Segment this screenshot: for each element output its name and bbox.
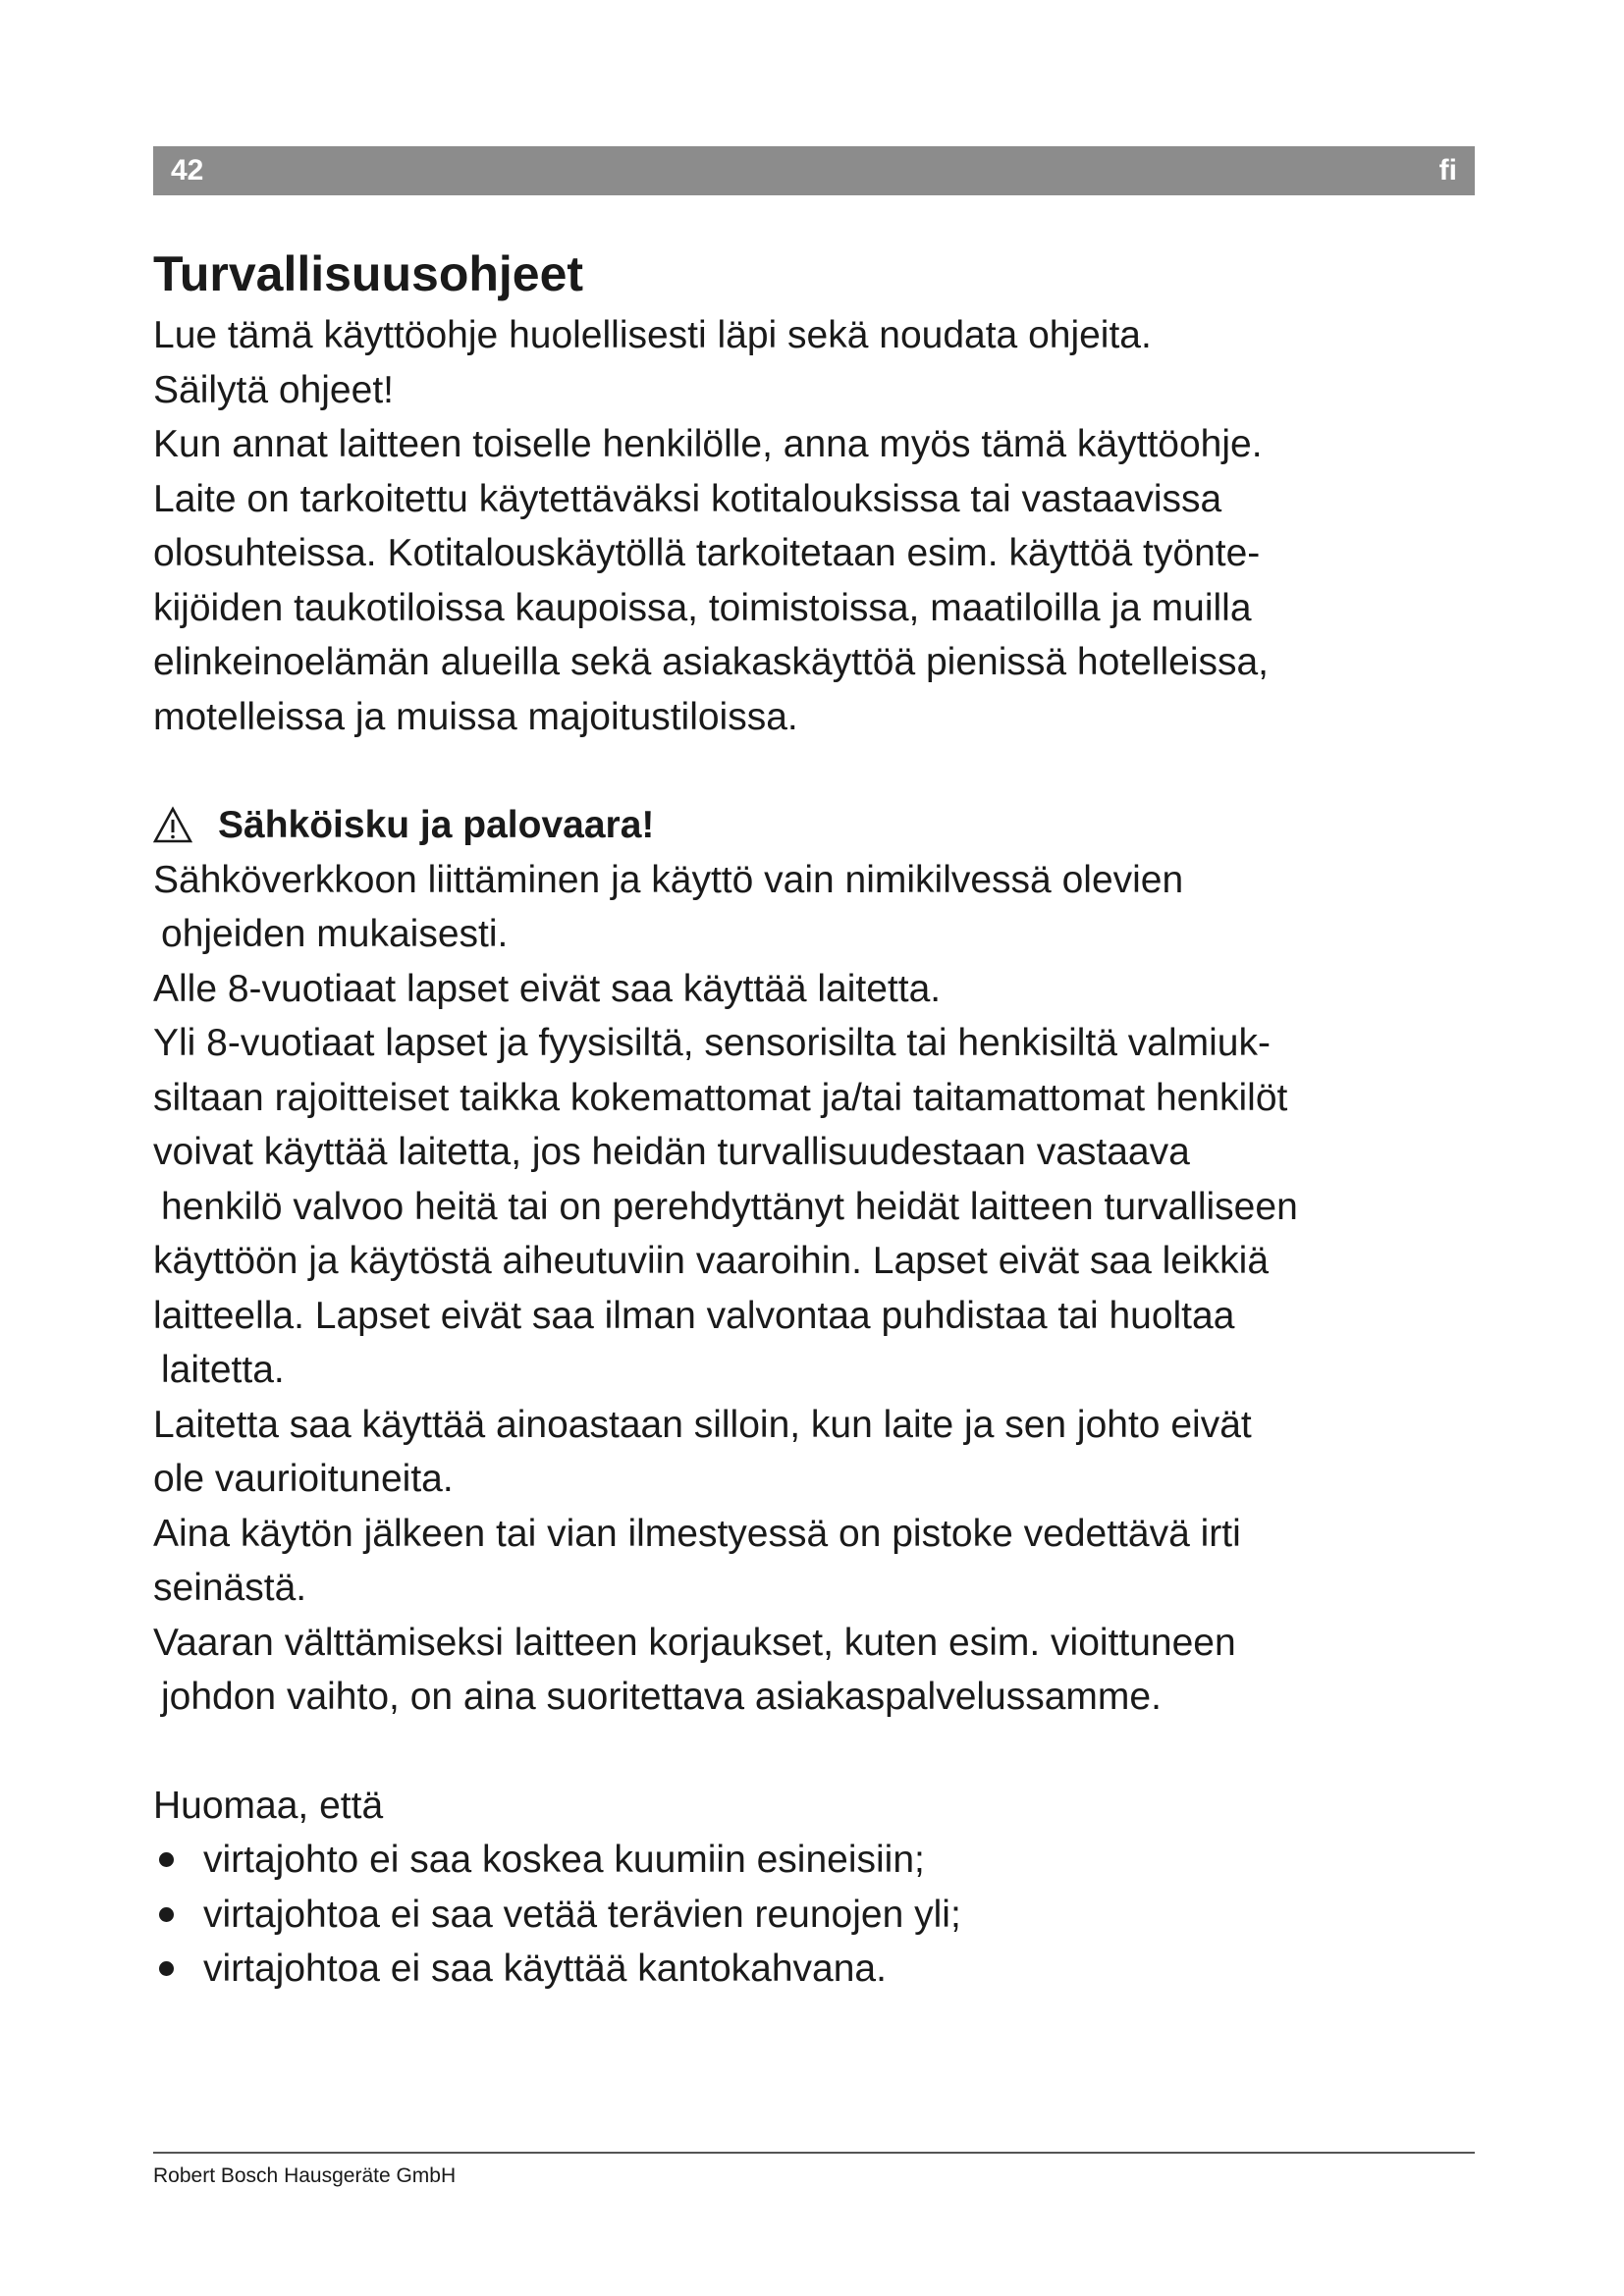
page-header-bar — [153, 146, 1475, 195]
footer-divider — [153, 2152, 1475, 2154]
footer-company: Robert Bosch Hausgeräte GmbH — [153, 2164, 457, 2187]
intro-line: elinkeinoelämän alueilla sekä asiakaskäyttöä pienissä hotelleissa, — [153, 641, 1270, 683]
bullet-text: virtajohtoa ei saa vetää terävien reunojen yli; — [203, 1893, 961, 1936]
warning-line: Yli 8-vuotiaat lapset ja fyysisiltä, sensorisilta tai henkisiltä valmiuk- — [153, 1022, 1271, 1064]
warning-line: johdon vaihto, on aina suoritettava asiakaspalvelussamme. — [161, 1676, 1162, 1718]
warning-line: Alle 8-vuotiaat lapset eivät saa käyttää laitetta. — [153, 967, 942, 1010]
section-title: Turvallisuusohjeet — [153, 246, 584, 301]
intro-line: Laite on tarkoitettu käytettäväksi kotitalouksissa tai vastaavissa — [153, 477, 1222, 520]
warning-line: Aina käytön jälkeen tai vian ilmestyessä on pistoke vedettävä irti — [153, 1512, 1241, 1555]
warning-line: voivat käyttää laitetta, jos heidän turvallisuudestaan vastaava — [153, 1131, 1190, 1173]
bullet-icon — [159, 1852, 174, 1867]
bullet-text: virtajohto ei saa koskea kuumiin esineisiin; — [203, 1839, 925, 1881]
warning-line: Sähköverkkoon liittäminen ja käyttö vain nimikilvessä olevien — [153, 858, 1184, 901]
warning-line: Vaaran välttämiseksi laitteen korjaukset, kuten esim. vioittuneen — [153, 1621, 1236, 1664]
intro-line: Säilytä ohjeet! — [153, 368, 394, 411]
intro-line: Kun annat laitteen toiselle henkilölle, anna myös tämä käyttöohje. — [153, 423, 1263, 465]
list-item — [153, 1888, 1489, 1943]
page-content — [153, 240, 1489, 1997]
page-number: 42 — [171, 154, 204, 187]
note-lead: Huomaa, että — [153, 1784, 384, 1827]
warning-line: käyttöön ja käytöstä aiheutuviin vaaroihin. Lapset eivät saa leikkiä — [153, 1240, 1270, 1282]
bullet-icon — [159, 1907, 174, 1922]
intro-line: kijöiden taukotiloissa kaupoissa, toimistoissa, maatiloilla ja muilla — [153, 586, 1252, 629]
warning-paragraph — [153, 853, 1489, 1725]
warning-line: siltaan rajoitteiset taikka kokemattomat ja/tai taitamattomat henkilöt — [153, 1076, 1288, 1119]
warning-line: ole vaurioituneita. — [153, 1458, 454, 1500]
warning-heading — [153, 798, 1489, 853]
warning-line: Laitetta saa käyttää ainoastaan silloin, kun laite ja sen johto eivät — [153, 1403, 1252, 1446]
spacer — [153, 744, 1489, 798]
note-bullet-list — [153, 1833, 1489, 1997]
intro-line: Lue tämä käyttöohje huolellisesti läpi sekä noudata ohjeita. — [153, 314, 1152, 356]
list-item — [153, 1942, 1489, 1997]
list-item — [153, 1833, 1489, 1888]
intro-paragraph — [153, 308, 1489, 744]
bullet-icon — [159, 1961, 174, 1976]
warning-line: laitetta. — [161, 1349, 285, 1391]
language-code: fi — [1438, 154, 1457, 187]
intro-line: olosuhteissa. Kotitalouskäytöllä tarkoitetaan esim. käyttöä työnte- — [153, 532, 1261, 574]
warning-line: henkilö valvoo heitä tai on perehdyttänyt heidät laitteen turvalliseen — [161, 1185, 1298, 1228]
warning-title: Sähköisku ja palovaara! — [218, 804, 655, 846]
spacer — [153, 1725, 1489, 1779]
bullet-text: virtajohtoa ei saa käyttää kantokahvana. — [203, 1948, 887, 1990]
warning-line: seinästä. — [153, 1567, 307, 1609]
warning-triangle-icon — [153, 806, 192, 845]
intro-line: motelleissa ja muissa majoitustiloissa. — [153, 695, 798, 738]
warning-line: laitteella. Lapset eivät saa ilman valvontaa puhdistaa tai huoltaa — [153, 1294, 1235, 1337]
warning-line: ohjeiden mukaisesti. — [161, 913, 509, 955]
